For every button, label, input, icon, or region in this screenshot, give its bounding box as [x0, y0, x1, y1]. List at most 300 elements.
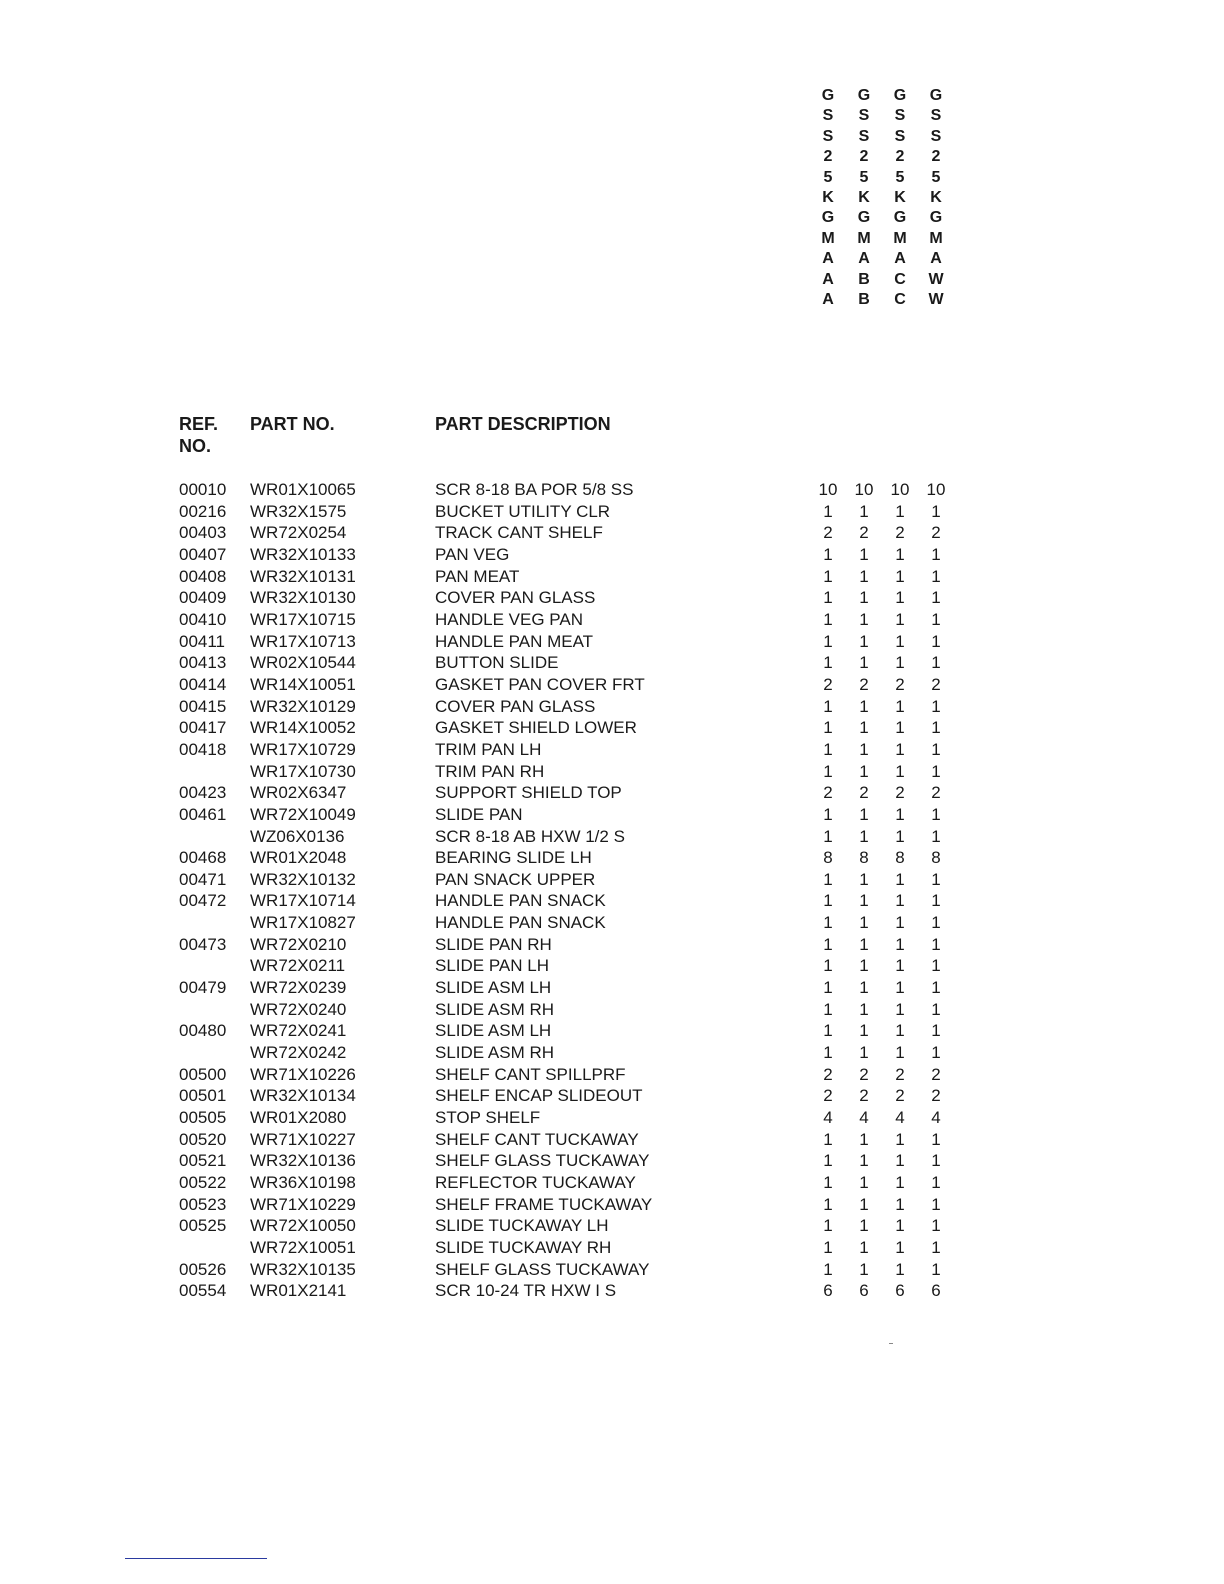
table-row	[179, 782, 979, 804]
quantity-cell: 1	[931, 609, 941, 629]
model-char: S	[858, 107, 870, 125]
part-no-cell: WR17X10714	[250, 891, 356, 911]
model-char: M	[857, 229, 871, 247]
model-char: 2	[823, 148, 833, 166]
quantity-cell: 2	[823, 674, 833, 694]
part-description-cell: TRIM PAN RH	[435, 761, 545, 781]
quantity-cell: 1	[931, 1194, 941, 1214]
quantity-cell: 2	[823, 1064, 833, 1084]
ref-no-cell: 00415	[179, 696, 227, 716]
quantity-cell: 1	[859, 696, 869, 716]
part-no-cell: WR32X1575	[250, 501, 347, 521]
quantity-cell: 1	[823, 1194, 833, 1214]
part-no-cell: WR17X10827	[250, 913, 356, 933]
table-row	[179, 999, 979, 1021]
quantity-cell: 1	[859, 609, 869, 629]
part-description-cell: SHELF ENCAP SLIDEOUT	[435, 1086, 643, 1106]
quantity-cell: 1	[895, 956, 905, 976]
quantity-cell: 1	[859, 978, 869, 998]
quantity-cell: 2	[931, 674, 941, 694]
model-char: G	[929, 209, 943, 227]
quantity-cell: 1	[859, 826, 869, 846]
ref-no-cell: 00523	[179, 1194, 227, 1214]
part-no-cell: WR32X10136	[250, 1151, 356, 1171]
quantity-cell: 2	[931, 1064, 941, 1084]
quantity-cell: 1	[823, 978, 833, 998]
quantity-cell: 1	[823, 696, 833, 716]
quantity-cell: 1	[931, 1043, 941, 1063]
quantity-cell: 1	[895, 739, 905, 759]
table-row	[179, 890, 979, 912]
part-no-cell: WR72X0210	[250, 934, 347, 954]
quantity-cell: 1	[859, 566, 869, 586]
table-row	[179, 696, 979, 718]
quantity-cell: 4	[859, 1108, 869, 1128]
part-no-cell: WR71X10229	[250, 1194, 356, 1214]
quantity-cell: 1	[823, 956, 833, 976]
quantity-cell: 1	[931, 739, 941, 759]
quantity-cell: 2	[931, 783, 941, 803]
quantity-cell: 1	[931, 869, 941, 889]
part-no-cell: WR14X10051	[250, 674, 356, 694]
column-header-ref-no: REF. NO.	[179, 414, 219, 456]
table-row	[179, 1194, 979, 1216]
part-no-cell: WR32X10133	[250, 544, 356, 564]
quantity-cell: 1	[895, 1216, 905, 1236]
quantity-cell: 4	[823, 1108, 833, 1128]
quantity-cell: 1	[931, 696, 941, 716]
quantity-cell: 1	[859, 588, 869, 608]
quantity-cell: 1	[823, 913, 833, 933]
quantity-cell: 1	[859, 1151, 869, 1171]
quantity-cell: 1	[895, 566, 905, 586]
model-char: S	[858, 127, 870, 145]
quantity-cell: 1	[895, 1129, 905, 1149]
model-char: S	[930, 127, 942, 145]
column-header-part-no: PART NO.	[250, 414, 335, 434]
part-no-cell: WR72X0242	[250, 1043, 347, 1063]
table-row	[179, 631, 979, 653]
quantity-cell: 1	[895, 609, 905, 629]
ref-no-cell: 00417	[179, 718, 227, 738]
part-description-cell: SCR 8-18 BA POR 5/8 SS	[435, 480, 634, 499]
quantity-cell: 1	[823, 566, 833, 586]
model-char: 2	[895, 148, 905, 166]
model-char: W	[928, 290, 944, 308]
quantity-cell: 1	[859, 718, 869, 738]
quantity-cell: 1	[931, 1129, 941, 1149]
ref-no-cell: 00407	[179, 544, 227, 564]
quantity-cell: 1	[931, 1216, 941, 1236]
quantity-cell: 1	[859, 1237, 869, 1257]
part-description-cell: GASKET SHIELD LOWER	[435, 718, 637, 738]
quantity-cell: 1	[931, 653, 941, 673]
footnote-rule	[125, 1558, 267, 1559]
table-row	[179, 1237, 979, 1259]
quantity-cell: 1	[931, 999, 941, 1019]
part-no-cell: WR32X10130	[250, 588, 356, 608]
part-description-cell: REFLECTOR TUCKAWAY	[435, 1173, 636, 1192]
model-char: K	[930, 188, 942, 206]
table-row	[179, 1042, 979, 1064]
quantity-cell: 1	[895, 1021, 905, 1041]
part-no-cell: WR32X10135	[250, 1259, 356, 1279]
model-char: A	[822, 270, 834, 288]
ref-no-cell: 00468	[179, 848, 227, 868]
quantity-cell: 4	[931, 1108, 941, 1128]
ref-no-cell: 00418	[179, 739, 227, 759]
quantity-cell: 1	[859, 653, 869, 673]
part-no-cell: WZ06X0136	[250, 826, 345, 846]
quantity-cell: 1	[859, 544, 869, 564]
quantity-cell: 1	[823, 739, 833, 759]
table-row	[179, 587, 979, 609]
part-description-cell: HANDLE PAN SNACK	[435, 913, 606, 933]
quantity-cell: 1	[895, 1237, 905, 1257]
quantity-cell: 6	[859, 1281, 869, 1301]
part-description-cell: SHELF CANT SPILLPRF	[435, 1064, 626, 1084]
part-description-cell: SLIDE ASM LH	[435, 1021, 552, 1041]
ref-no-cell: 00403	[179, 523, 227, 543]
part-description-cell: COVER PAN GLASS	[435, 588, 596, 608]
table-row	[179, 977, 979, 999]
quantity-cell: 2	[895, 1064, 905, 1084]
part-description-cell: SLIDE ASM LH	[435, 978, 552, 998]
model-char: K	[822, 188, 834, 206]
table-row	[179, 609, 979, 631]
quantity-cell: 1	[823, 1021, 833, 1041]
quantity-cell: 2	[895, 783, 905, 803]
quantity-cell: 1	[895, 1043, 905, 1063]
quantity-cell: 4	[895, 1108, 905, 1128]
model-char: 2	[931, 148, 941, 166]
part-description-cell: BUCKET UTILITY CLR	[435, 501, 611, 521]
table-row	[179, 955, 979, 977]
part-description-cell: SLIDE ASM RH	[435, 999, 555, 1019]
quantity-cell: 1	[931, 826, 941, 846]
ref-no-cell: 00409	[179, 588, 227, 608]
model-column-1	[846, 86, 882, 310]
quantity-cell: 1	[931, 1173, 941, 1192]
part-no-cell: WR02X6347	[250, 783, 347, 803]
model-char: S	[930, 107, 942, 125]
part-description-cell: PAN MEAT	[435, 566, 520, 586]
model-char: G	[893, 87, 907, 104]
model-char: S	[822, 127, 834, 145]
quantity-cell: 1	[823, 1173, 833, 1192]
quantity-cell: 1	[859, 1173, 869, 1192]
quantity-cell: 1	[895, 999, 905, 1019]
table-row	[179, 739, 979, 761]
part-description-cell: SLIDE ASM RH	[435, 1043, 555, 1063]
part-no-cell: WR32X10129	[250, 696, 356, 716]
quantity-cell: 8	[859, 848, 869, 868]
quantity-cell: 6	[823, 1281, 833, 1301]
quantity-cell: 8	[895, 848, 905, 868]
quantity-cell: 1	[823, 718, 833, 738]
part-no-cell: WR32X10132	[250, 869, 356, 889]
quantity-cell: 1	[823, 934, 833, 954]
ref-no-cell: 00408	[179, 566, 227, 586]
part-no-cell: WR72X0254	[250, 523, 347, 543]
model-char: G	[929, 87, 943, 104]
quantity-cell: 1	[823, 826, 833, 846]
part-no-cell: WR72X10051	[250, 1237, 356, 1257]
part-no-cell: WR01X2048	[250, 848, 347, 868]
table-row	[179, 847, 979, 869]
quantity-cell: 1	[931, 1021, 941, 1041]
table-row	[179, 1020, 979, 1042]
quantity-cell: 1	[895, 718, 905, 738]
quantity-cell: 1	[859, 804, 869, 824]
table-row	[179, 1172, 979, 1194]
ref-no-cell: 00216	[179, 501, 227, 521]
quantity-cell: 1	[895, 891, 905, 911]
table-row	[179, 1280, 979, 1302]
table-row	[179, 717, 979, 739]
quantity-cell: 1	[931, 761, 941, 781]
ref-no-cell: 00471	[179, 869, 227, 889]
quantity-cell: 1	[931, 891, 941, 911]
model-char: G	[821, 209, 835, 227]
quantity-cell: 1	[931, 804, 941, 824]
ref-no-cell: 00010	[179, 480, 227, 499]
ref-no-cell: 00423	[179, 783, 227, 803]
model-char: 5	[859, 168, 869, 186]
stray-mark	[889, 1343, 893, 1344]
model-char: 5	[895, 168, 905, 186]
table-row	[179, 652, 979, 674]
part-no-cell: WR32X10131	[250, 566, 356, 586]
part-description-cell: SHELF GLASS TUCKAWAY	[435, 1259, 650, 1279]
table-row	[179, 1215, 979, 1237]
quantity-cell: 2	[859, 1064, 869, 1084]
quantity-cell: 8	[823, 848, 833, 868]
quantity-cell: 1	[823, 501, 833, 521]
quantity-cell: 2	[859, 1086, 869, 1106]
quantity-cell: 2	[859, 783, 869, 803]
table-row	[179, 804, 979, 826]
quantity-cell: 2	[823, 783, 833, 803]
part-no-cell: WR01X2080	[250, 1108, 347, 1128]
part-description-cell: GASKET PAN COVER FRT	[435, 674, 645, 694]
model-char: S	[822, 107, 834, 125]
ref-no-cell: 00479	[179, 978, 227, 998]
quantity-cell: 1	[859, 631, 869, 651]
part-description-cell: STOP SHELF	[435, 1108, 541, 1128]
quantity-cell: 1	[823, 1237, 833, 1257]
model-char: B	[858, 290, 870, 308]
table-row	[179, 544, 979, 566]
quantity-cell: 1	[895, 696, 905, 716]
ref-no-cell: 00520	[179, 1129, 227, 1149]
quantity-cell: 1	[895, 1173, 905, 1192]
model-number-header	[810, 86, 954, 310]
model-char: S	[894, 107, 906, 125]
part-no-cell: WR17X10729	[250, 739, 356, 759]
ref-no-cell: 00500	[179, 1064, 227, 1084]
quantity-cell: 2	[823, 1086, 833, 1106]
part-no-cell: WR01X10065	[250, 480, 356, 499]
model-char: G	[893, 209, 907, 227]
part-description-cell: SCR 10-24 TR HXW I S	[435, 1281, 617, 1301]
table-row	[179, 1064, 979, 1086]
table-row	[179, 1085, 979, 1107]
part-no-cell: WR72X0241	[250, 1021, 347, 1041]
table-row	[179, 522, 979, 544]
quantity-cell: 1	[859, 1021, 869, 1041]
model-char: G	[857, 87, 871, 104]
ref-no-cell: 00410	[179, 609, 227, 629]
part-no-cell: WR14X10052	[250, 718, 356, 738]
model-char: C	[894, 290, 906, 308]
part-description-cell: BUTTON SLIDE	[435, 653, 559, 673]
table-row	[179, 479, 979, 501]
part-description-cell: SLIDE TUCKAWAY RH	[435, 1237, 612, 1257]
quantity-cell: 1	[895, 1194, 905, 1214]
table-row	[179, 826, 979, 848]
quantity-cell: 1	[859, 891, 869, 911]
part-no-cell: WR01X2141	[250, 1281, 347, 1301]
part-no-cell: WR36X10198	[250, 1173, 356, 1192]
model-char: C	[894, 270, 906, 288]
ref-no-cell: 00411	[179, 631, 226, 651]
model-column-3	[918, 86, 954, 310]
quantity-cell: 1	[823, 609, 833, 629]
model-char: G	[857, 209, 871, 227]
quantity-cell: 1	[931, 1237, 941, 1257]
ref-no-cell: 00525	[179, 1216, 227, 1236]
quantity-cell: 1	[931, 934, 941, 954]
quantity-cell: 1	[895, 1151, 905, 1171]
quantity-cell: 1	[859, 1194, 869, 1214]
quantity-cell: 1	[931, 956, 941, 976]
quantity-cell: 1	[823, 891, 833, 911]
quantity-cell: 2	[895, 523, 905, 543]
quantity-cell: 1	[823, 631, 833, 651]
quantity-cell: 1	[859, 1129, 869, 1149]
quantity-cell: 1	[823, 804, 833, 824]
model-char: A	[894, 250, 906, 268]
model-char: A	[822, 250, 834, 268]
model-char: M	[821, 229, 835, 247]
part-description-cell: SHELF FRAME TUCKAWAY	[435, 1194, 653, 1214]
table-row	[179, 1150, 979, 1172]
quantity-cell: 10	[926, 480, 946, 499]
quantity-cell: 1	[859, 501, 869, 521]
part-description-cell: SUPPORT SHIELD TOP	[435, 783, 622, 803]
table-row	[179, 912, 979, 934]
model-column-2	[882, 86, 918, 310]
quantity-cell: 1	[823, 1216, 833, 1236]
part-no-cell: WR72X0211	[250, 956, 346, 976]
quantity-cell: 1	[931, 544, 941, 564]
column-header-part-description: PART DESCRIPTION	[435, 414, 611, 434]
quantity-cell: 1	[859, 869, 869, 889]
quantity-cell: 1	[859, 1043, 869, 1063]
model-char: K	[894, 188, 906, 206]
part-description-cell: BEARING SLIDE LH	[435, 848, 592, 868]
quantity-cell: 1	[859, 739, 869, 759]
part-no-cell: WR72X0240	[250, 999, 347, 1019]
part-description-cell: TRACK CANT SHELF	[435, 523, 603, 543]
part-description-cell: HANDLE VEG PAN	[435, 609, 584, 629]
table-row	[179, 674, 979, 696]
quantity-cell: 1	[931, 501, 941, 521]
table-row	[179, 1107, 979, 1129]
table-row	[179, 566, 979, 588]
model-char: 2	[859, 148, 869, 166]
quantity-cell: 1	[895, 501, 905, 521]
part-no-cell: WR32X10134	[250, 1086, 356, 1106]
ref-no-cell: 00526	[179, 1259, 227, 1279]
ref-no-cell: 00461	[179, 804, 227, 824]
quantity-cell: 1	[895, 978, 905, 998]
quantity-cell: 6	[895, 1281, 905, 1301]
quantity-cell: 1	[859, 1259, 869, 1279]
ref-no-cell: 00522	[179, 1173, 227, 1192]
quantity-cell: 1	[823, 1129, 833, 1149]
part-description-cell: SLIDE PAN LH	[435, 956, 550, 976]
quantity-cell: 1	[823, 653, 833, 673]
table-row	[179, 761, 979, 783]
table-row	[179, 869, 979, 891]
model-char: M	[893, 229, 907, 247]
ref-no-cell: 00501	[179, 1086, 227, 1106]
quantity-cell: 10	[818, 480, 838, 499]
ref-no-cell: 00413	[179, 653, 227, 673]
quantity-cell: 1	[931, 588, 941, 608]
part-description-cell: SHELF CANT TUCKAWAY	[435, 1129, 639, 1149]
part-no-cell: WR71X10227	[250, 1129, 356, 1149]
quantity-cell: 1	[895, 1259, 905, 1279]
quantity-cell: 1	[895, 826, 905, 846]
quantity-cell: 10	[854, 480, 874, 499]
quantity-cell: 1	[823, 761, 833, 781]
quantity-cell: 1	[931, 913, 941, 933]
part-no-cell: WR71X10226	[250, 1064, 356, 1084]
quantity-cell: 1	[931, 1259, 941, 1279]
ref-no-cell: 00521	[179, 1151, 227, 1171]
quantity-cell: 1	[895, 588, 905, 608]
ref-no-cell: 00472	[179, 891, 227, 911]
quantity-cell: 1	[823, 1151, 833, 1171]
model-char: B	[858, 270, 870, 288]
part-description-cell: HANDLE PAN MEAT	[435, 631, 594, 651]
model-char: 5	[823, 168, 833, 186]
quantity-cell: 2	[931, 523, 941, 543]
part-description-cell: COVER PAN GLASS	[435, 696, 596, 716]
quantity-cell: 1	[895, 544, 905, 564]
model-char: A	[858, 250, 870, 268]
part-description-cell: TRIM PAN LH	[435, 739, 542, 759]
quantity-cell: 2	[859, 523, 869, 543]
quantity-cell: 1	[895, 869, 905, 889]
table-row	[179, 1129, 979, 1151]
quantity-cell: 1	[895, 934, 905, 954]
quantity-cell: 1	[859, 913, 869, 933]
quantity-cell: 1	[895, 804, 905, 824]
model-char: W	[928, 270, 944, 288]
quantity-cell: 1	[931, 1151, 941, 1171]
quantity-cell: 1	[823, 544, 833, 564]
model-column-0	[810, 86, 846, 310]
quantity-cell: 2	[895, 1086, 905, 1106]
quantity-cell: 2	[931, 1086, 941, 1106]
part-description-cell: PAN SNACK UPPER	[435, 869, 596, 889]
model-char: S	[894, 127, 906, 145]
quantity-cell: 1	[823, 588, 833, 608]
